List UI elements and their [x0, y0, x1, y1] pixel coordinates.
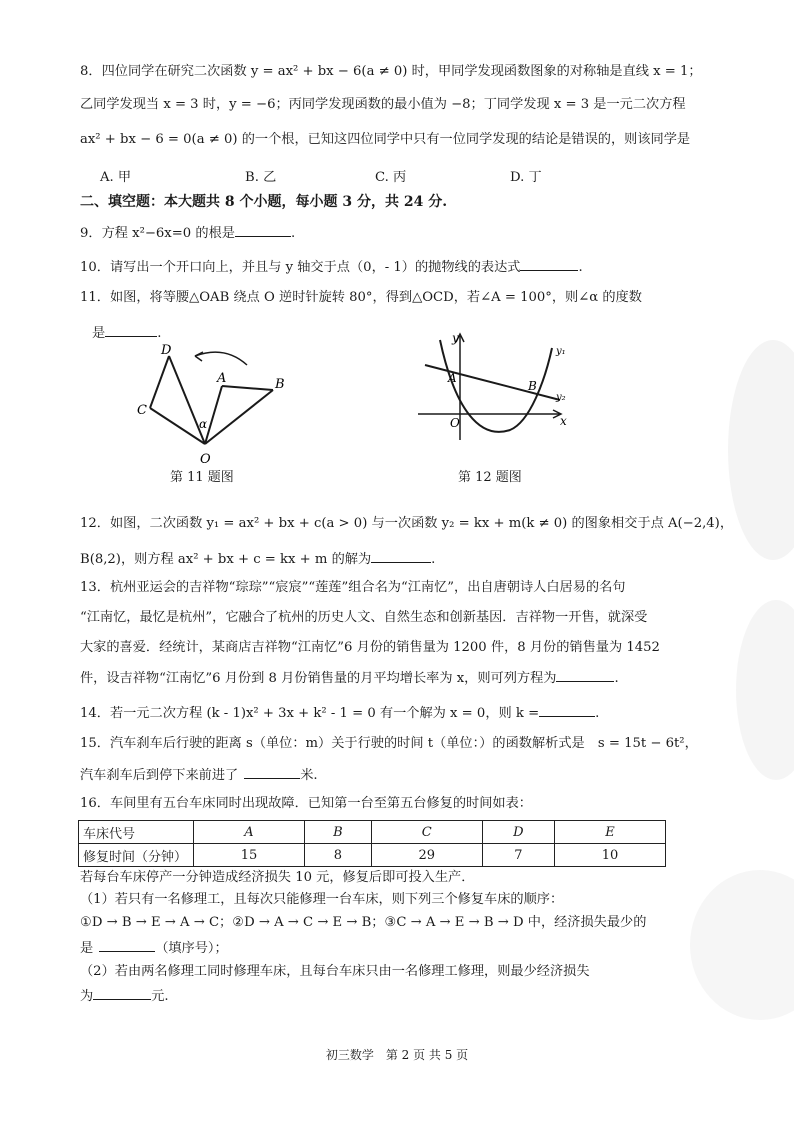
q16-p2-line2 [80, 985, 720, 1007]
label-y2: y₂ [556, 392, 566, 403]
q13-end: . [614, 671, 619, 686]
q12-line2 [80, 548, 720, 570]
q14 [80, 702, 720, 724]
table-cell: 29 [371, 844, 482, 867]
section-title: 二、填空题：本大题共 8 个小题，每小题 3 分，共 24 分. [80, 194, 448, 210]
table-row [79, 844, 666, 867]
figure-11 [125, 340, 305, 470]
q16-p1-line3b: （填序号）； [155, 941, 228, 956]
scan-shadow [728, 340, 794, 560]
edge-bo [205, 390, 273, 444]
q8-option-a: A. 甲 [100, 170, 132, 185]
table-cell: B [304, 821, 371, 844]
q12-end: . [431, 552, 436, 567]
q12-line2-text: B(8,2)，则方程 ax² + bx + c = kx + m 的解为 [80, 552, 372, 567]
q11-line1: 11．如图，将等腰△OAB 绕点 O 逆时针旋转 80°，得到△OCD，若∠A = 100°，则∠α 的度数 [80, 290, 642, 305]
q16-line1: 16．车间里有五台车床同时出现故障．已知第一台至第五台修复的时间如表： [80, 796, 532, 811]
edge-dc [150, 356, 169, 408]
page-footer: 初三数学 第 2 页 共 5 页 [325, 1048, 469, 1062]
q11-end: . [157, 326, 162, 341]
answer-blank [105, 322, 157, 337]
q8-line2: 乙同学发现当 x = 3 时，y = −6；丙同学发现函数的最小值为 −8；丁同学发现 x = 3 是一元二次方程 [80, 97, 686, 112]
q8-line1: 8．四位同学在研究二次函数 y = ax² + bx − 6(a ≠ 0) 时，甲同学发现函数图象的对称轴是直线 x = 1； [80, 64, 702, 79]
answer-blank [371, 548, 431, 563]
table-cell: 15 [194, 844, 305, 867]
scan-shadow [736, 600, 794, 780]
q13-line3: 大家的喜爱．经统计，某商店吉祥物“江南忆”6 月份的销售量为 1200 件，8 月份的销售量为 1452 [80, 640, 660, 655]
q16-p2-line2a: 为 [80, 989, 94, 1004]
label-y: y [452, 331, 459, 345]
q15-end: 米. [300, 768, 318, 783]
q16-p2-line1: （2）若由两名修理工同时修理车床，且每台车床只由一名修理工修理，则最少经济损失 [80, 964, 590, 979]
figure-11-caption: 第 11 题图 [170, 470, 234, 485]
q15-line2 [80, 764, 720, 786]
q10 [80, 256, 720, 278]
repair-time-table [78, 820, 666, 867]
label-o: O [450, 416, 460, 430]
edge-oa [205, 386, 222, 444]
q16-note: 若每台车床停产一分钟造成经济损失 10 元，修复后即可投入生产． [80, 870, 475, 885]
table-head-code: 车床代号 [79, 821, 194, 844]
q15-line1: 15．汽车刹车后行驶的距离 s（单位：m）关于行驶的时间 t（单位：）的函数解析式是 s = 15t − 6t²， [80, 736, 698, 751]
label-d: D [161, 343, 172, 358]
q12-line1: 12．如图，二次函数 y₁ = ax² + bx + c(a > 0) 与一次函数 y₂ = kx + m(k ≠ 0) 的图象相交于点 A(−2,4)， [80, 516, 734, 531]
label-b: B [275, 377, 285, 392]
q16-p1-line2: ①D → B → E → A → C；②D → A → C → E → B；③C → A → E → B → D 中，经济损失最少的 [80, 915, 647, 930]
label-y1: y₁ [556, 346, 566, 357]
table-cell: E [555, 821, 666, 844]
table-cell: 7 [482, 844, 554, 867]
q9-text: 9．方程 x²−6x=0 的根是 [80, 226, 235, 241]
label-o: O [200, 452, 211, 467]
q16-p2-line2b: 元. [151, 989, 169, 1004]
label-c: C [137, 403, 147, 418]
q8-option-b: B. 乙 [245, 170, 277, 185]
q9 [80, 222, 720, 244]
q10-text: 10．请写出一个开口向上，并且与 y 轴交于点（0，- 1）的抛物线的表达式 [80, 260, 521, 275]
q14-text: 14．若一元二次方程 (k - 1)x² + 3x + k² - 1 = 0 有一个解为 x = 0，则 k = [80, 706, 540, 721]
answer-blank [520, 256, 578, 271]
q15-line2-text: 汽车刹车后到停下来前进了 [80, 768, 239, 783]
table-row [79, 821, 666, 844]
answer-blank [93, 985, 151, 1000]
q11-line2-text: 是 [92, 326, 106, 341]
q16-p1-line1: （1）若只有一名修理工，且每次只能修理一台车床，则下列三个修复车床的顺序： [80, 892, 564, 907]
answer-blank [539, 702, 595, 717]
q13-line2: “江南忆，最忆是杭州”，它融合了杭州的历史人文、自然生态和创新基因．吉祥物一开售，就深受 [80, 610, 648, 625]
label-a: A [217, 371, 227, 386]
figure-12 [410, 330, 580, 450]
q16-p1-line3 [80, 937, 720, 959]
label-alpha: α [199, 417, 208, 431]
answer-blank [235, 222, 291, 237]
answer-blank [99, 937, 155, 952]
q9-end: . [290, 226, 296, 241]
q8-option-c: C. 丙 [375, 170, 407, 185]
answer-blank [556, 667, 614, 682]
figure-12-caption: 第 12 题图 [458, 470, 522, 485]
answer-blank [244, 764, 300, 779]
q13-line4 [80, 667, 720, 689]
table-cell: D [482, 821, 554, 844]
q13-line1: 13．杭州亚运会的吉祥物“琮琮”“宸宸”“莲莲”组合名为“江南忆”，出自唐朝诗人白居易的名句 [80, 580, 626, 595]
line-y2 [425, 365, 560, 400]
table-cell: 8 [304, 844, 371, 867]
table-head-time: 修复时间（分钟） [79, 844, 194, 867]
table-cell: A [194, 821, 305, 844]
q10-end: . [578, 260, 583, 275]
rotation-arrow [195, 352, 247, 365]
q8-option-d: D. 丁 [510, 170, 542, 185]
table-cell: 10 [555, 844, 666, 867]
q13-line4-text: 件，设吉祥物“江南忆”6 月份到 8 月份销售量的月平均增长率为 x，则可列方程为 [80, 671, 557, 686]
arrow-head [195, 352, 203, 361]
label-a: A [448, 371, 457, 385]
table-cell: C [371, 821, 482, 844]
label-x: x [560, 414, 567, 428]
q16-p1-line3a: 是 [80, 941, 94, 956]
edge-ab [222, 386, 273, 390]
label-b: B [528, 379, 537, 393]
q14-end: . [595, 706, 600, 721]
q8-line3: ax² + bx − 6 = 0(a ≠ 0) 的一个根，已知这四位同学中只有一位同学发现的结论是错误的，则该同学是 [80, 132, 691, 147]
